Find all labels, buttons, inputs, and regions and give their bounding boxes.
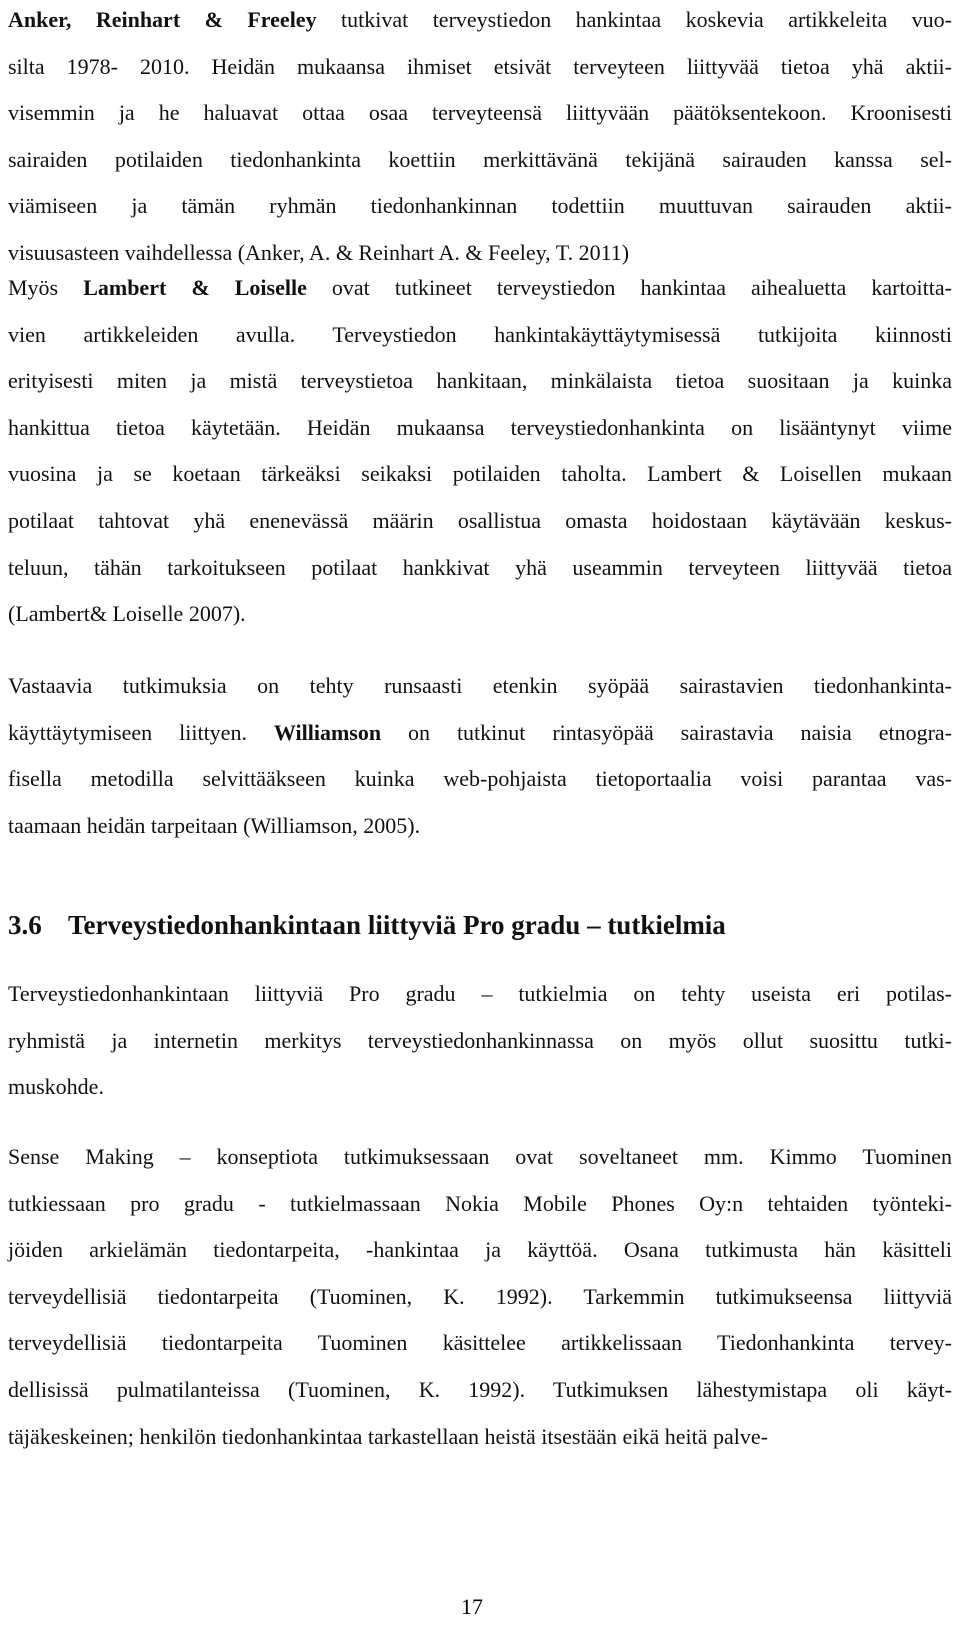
text-segment: visuusasteen vaihdellessa (Anker, A. & Reinhart A. & Feeley, T. 2011)	[8, 239, 630, 265]
text-line	[8, 451, 952, 498]
text-segment: ovat tutkineet terveystiedon hankintaa aihealuetta kartoitta-	[306, 275, 952, 300]
text-line	[8, 1274, 952, 1321]
text-segment: dellisissä pulmatilanteissa (Tuominen, K. 1992). Tutkimuksen lähestymistapa oli käyt-	[8, 1376, 952, 1402]
text-line	[8, 90, 952, 137]
text-segment: tutkiessaan pro gradu - tutkielmassaan Nokia Mobile Phones Oy:n tehtaiden työnteki-	[8, 1190, 952, 1216]
text-line	[8, 405, 952, 452]
text-line	[8, 0, 952, 44]
text-line	[8, 265, 952, 312]
paragraph-pro-gradu	[8, 971, 952, 1111]
section-heading	[8, 910, 726, 941]
text-segment: tutkivat terveystiedon hankintaa koskevia artikkeleita vuo-	[316, 7, 952, 32]
section-title: Terveystiedonhankintaan liittyviä Pro gradu – tutkielmia	[68, 910, 726, 940]
text-line	[8, 1227, 952, 1274]
text-segment: ryhmistä ja internetin merkitys terveystiedonhankinnassa on myös ollut suosittu tutki-	[8, 1027, 952, 1053]
author-name: Anker, Reinhart & Freeley	[8, 7, 317, 32]
author-name: Lambert & Loiselle	[83, 275, 307, 300]
paragraph-lambert-loiselle	[8, 265, 952, 638]
text-segment: Terveystiedonhankintaan liittyviä Pro gradu – tutkielmia on tehty useista eri potilas-	[8, 981, 952, 1006]
text-segment: terveydellisiä tiedontarpeita (Tuominen, K. 1992). Tarkemmin tutkimukseensa liittyviä	[8, 1283, 952, 1309]
text-line	[8, 710, 952, 757]
text-segment: jöiden arkielämän tiedontarpeita, -hankintaa ja käyttöä. Osana tutkimusta hän käsitteli	[8, 1237, 952, 1263]
text-line	[8, 971, 952, 1018]
text-line	[8, 1064, 952, 1111]
text-segment: täjäkeskeinen; henkilön tiedonhankintaa tarkastellaan heistä itsestään eikä heitä palve-	[8, 1423, 768, 1449]
paragraph-anker-reinhart	[8, 0, 952, 277]
text-line	[8, 1320, 952, 1367]
text-line	[8, 803, 952, 850]
text-segment: viämiseen ja tämän ryhmän tiedonhankinnan todettiin muuttuvan sairauden aktii-	[8, 193, 952, 219]
text-segment: hankittua tietoa käytetään. Heidän mukaansa terveystiedonhankinta on lisääntynyt viime	[8, 414, 952, 440]
text-line	[8, 312, 952, 359]
text-segment: Sense Making – konseptiota tutkimuksessaan ovat soveltaneet mm. Kimmo Tuominen	[8, 1144, 952, 1169]
text-segment: käyttäytymiseen liittyen.	[8, 719, 274, 745]
text-line	[8, 44, 952, 91]
text-segment: Myös	[8, 275, 84, 300]
author-name: Williamson	[273, 719, 382, 745]
text-line	[8, 137, 952, 184]
text-line	[8, 1181, 952, 1228]
text-segment: visemmin ja he haluavat ottaa osaa terveyteensä liittyvään päätöksentekoon. Kroonisesti	[8, 100, 952, 126]
text-line	[8, 756, 952, 803]
text-segment: sairaiden potilaiden tiedonhankinta koettiin merkittävänä tekijänä sairauden kanssa sel-	[8, 146, 952, 172]
paragraph-sense-making	[8, 1134, 952, 1460]
paragraph-williamson	[8, 663, 952, 849]
text-segment: vien artikkeleiden avulla. Terveystiedon hankintakäyttäytymisessä tutkijoita kiinnosti	[8, 321, 952, 347]
text-line	[8, 591, 952, 638]
text-segment: teluun, tähän tarkoitukseen potilaat hankkivat yhä useammin terveyteen liittyvää tietoa	[8, 554, 952, 580]
page-number: 17	[461, 1594, 483, 1619]
text-line	[8, 545, 952, 592]
text-line	[8, 1414, 952, 1461]
text-line	[8, 1018, 952, 1065]
text-segment: on tutkinut rintasyöpää sairastavia naisia etnogra-	[381, 719, 953, 745]
text-segment: (Lambert& Loiselle 2007).	[8, 601, 246, 627]
text-line	[8, 1134, 952, 1181]
text-segment: taamaan heidän tarpeitaan (Williamson, 2005).	[8, 812, 421, 838]
text-segment: terveydellisiä tiedontarpeita Tuominen käsittelee artikkelissaan Tiedonhankinta tervey-	[8, 1330, 952, 1356]
text-segment: erityisesti miten ja mistä terveystietoa hankitaan, minkälaista tietoa suositaan ja kuinka	[8, 368, 952, 394]
text-segment: silta 1978- 2010. Heidän mukaansa ihmiset etsivät terveyteen liittyvää tietoa yhä aktii-	[8, 53, 952, 79]
text-segment: muskohde.	[8, 1074, 104, 1100]
text-segment: vuosina ja se koetaan tärkeäksi seikaksi potilaiden taholta. Lambert & Loisellen mukaan	[8, 461, 952, 487]
text-segment: fisella metodilla selvittääkseen kuinka web-pohjaista tietoportaalia voisi parantaa vas-	[8, 766, 952, 792]
text-line	[8, 183, 952, 230]
text-segment: Vastaavia tutkimuksia on tehty runsaasti etenkin syöpää sairastavien tiedonhankinta-	[8, 673, 952, 698]
text-line	[8, 498, 952, 545]
text-line	[8, 1367, 952, 1414]
text-line	[8, 663, 952, 710]
text-segment: potilaat tahtovat yhä enenevässä määrin osallistua omasta hoidostaan käytävään keskus-	[8, 507, 952, 533]
section-number: 3.6	[8, 910, 42, 940]
text-line	[8, 358, 952, 405]
